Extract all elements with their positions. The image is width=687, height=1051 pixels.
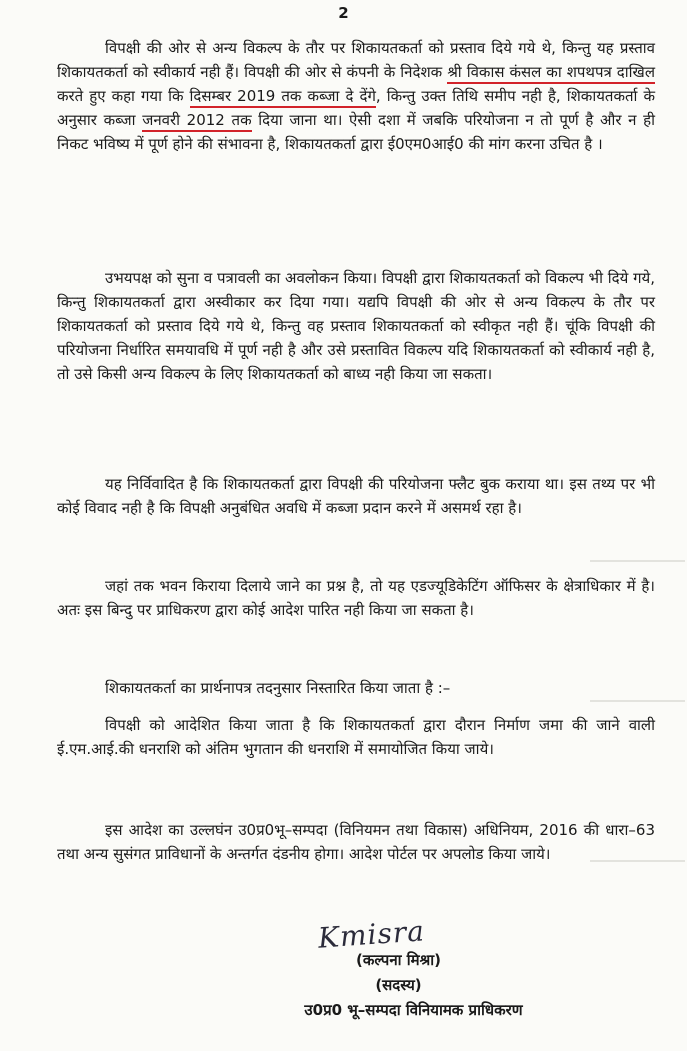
underlined-director-affidavit: श्री विकास कंसल का शपथपत्र दाखिल <box>447 63 655 84</box>
paragraph-1-text-b: करते हुए कहा गया कि <box>57 87 190 105</box>
paragraph-1-text-a: विपक्षी की ओर से अन्य विकल्प के तौर पर शिकायतकर्ता को प्रस्ताव दिये गये थे, किन्तु यह प्रस्ताव शिकायतकर्ता को स्वीकार्य नही हैं। विपक्षी की ओर से कंपनी के निदेशक <box>57 39 655 81</box>
paragraph-1-text-c: , किन्तु उक्त तिथि समीप नही है, शिकायतकर्ता के अनुसार कब्जा <box>57 87 655 129</box>
signatory-role: (सदस्य) <box>375 976 422 994</box>
bleed-through-mark <box>590 560 685 562</box>
signatory-name: (कल्पना मिश्रा) <box>356 951 441 969</box>
page-number: 2 <box>338 4 349 22</box>
bleed-through-mark <box>590 860 685 862</box>
underlined-possession-promise: दिसम्बर 2019 तक कब्जा दे देंगे <box>190 87 376 108</box>
underlined-original-deadline: जनवरी 2012 तक <box>142 111 251 132</box>
paragraph-4: जहां तक भवन किराया दिलाये जाने का प्रश्न है, तो यह एडज्यूडिकेटिंग ऑफिसर के क्षेत्राधिकार में है। अतः इस बिन्दु पर प्राधिकरण द्वारा कोई आदेश पारित नही किया जा सकता है। <box>57 577 655 619</box>
paragraph-6: विपक्षी को आदेशित किया जाता है कि शिकायतकर्ता द्वारा दौरान निर्माण जमा की जाने वाली ई.एम.आई.की धनराशि को अंतिम भुगतान की धनराशि में समायोजित किया जाये। <box>57 716 655 758</box>
bleed-through-mark <box>590 700 685 702</box>
paragraph-1 <box>57 36 655 156</box>
handwritten-signature: Kmisra <box>316 914 426 955</box>
paragraph-5: शिकायतकर्ता का प्रार्थनापत्र तदनुसार निस्तारित किया जाता है :– <box>105 679 451 697</box>
paragraph-1-text-d: दिया जाना था। ऐसी दशा में जबकि परियोजना न तो पूर्ण है और न ही निकट भविष्य में पूर्ण होने की संभावना है, शिकायतकर्ता द्वारा ई0एम0आई0 की मांग करना उचित है । <box>57 111 655 153</box>
paragraph-7: इस आदेश का उल्लघंन उ0प्र0भू–सम्पदा (विनियमन तथा विकास) अधिनियम, 2016 की धारा–63 तथा अन्य सुसंगत प्राविधानों के अन्तर्गत दंडनीय होगा। आदेश पोर्टल पर अपलोड किया जाये। <box>57 821 655 863</box>
authority-name: उ0प्र0 भू–सम्पदा विनियामक प्राधिकरण <box>304 1001 523 1019</box>
paragraph-2: उभयपक्ष को सुना व पत्रावली का अवलोकन किया। विपक्षी द्वारा शिकायतकर्ता को विकल्प भी दिये गये, किन्तु शिकायतकर्ता द्वारा अस्वीकार कर दिया गया। यद्यपि विपक्षी की ओर से अन्य विकल्प के तौर पर शिकायतकर्ता को प्रस्ताव दिये गये थे, किन्तु वह प्रस्ताव शिकायतकर्ता को स्वीकृत नही हैं। चूंकि विपक्षी की परियोजना निर्धारित समयावधि में पूर्ण नही है और उसे प्रस्तावित विकल्प यदि शिकायतकर्ता को स्वीकार्य नही है, तो उसे किसी अन्य विकल्प के लिए शिकायतकर्ता को बाध्य नही किया जा सकता। <box>57 269 655 383</box>
paragraph-3: यह निर्विवादित है कि शिकायतकर्ता द्वारा विपक्षी की परियोजना फ्लैट बुक कराया था। इस तथ्य पर भी कोई विवाद नही है कि विपक्षी अनुबंधित अवधि में कब्जा प्रदान करने में असमर्थ रहा है। <box>57 475 655 517</box>
